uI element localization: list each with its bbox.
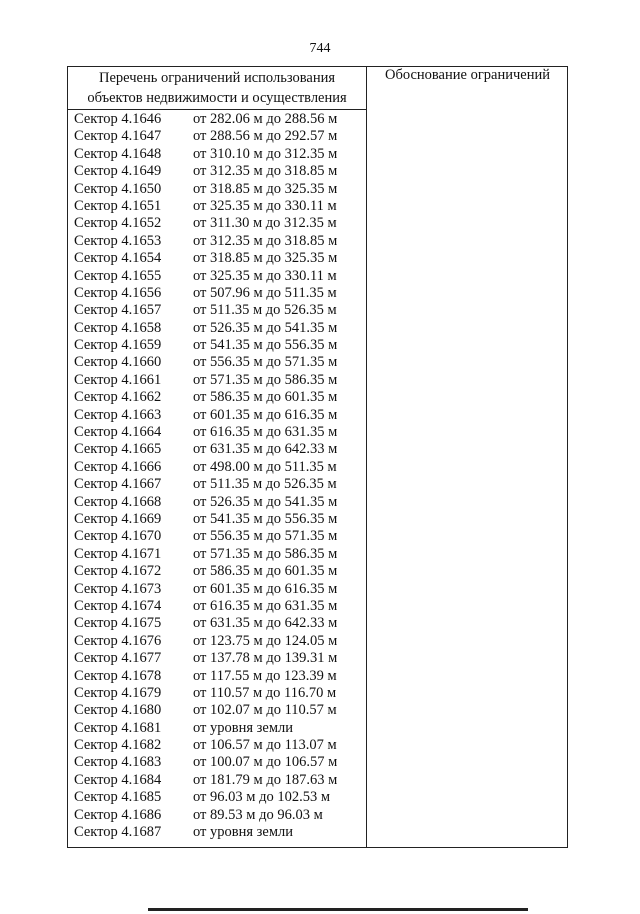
height-range: от 106.57 м до 113.07 м xyxy=(193,737,337,754)
header-separator xyxy=(67,109,367,110)
table-row xyxy=(0,772,640,789)
table-row xyxy=(0,320,640,337)
table-row xyxy=(0,250,640,267)
sector-name: Сектор 4.1673 xyxy=(74,580,162,597)
height-range: от 123.75 м до 124.05 м xyxy=(193,632,338,649)
table-row xyxy=(0,754,640,771)
height-range: от 310.10 м до 312.35 м xyxy=(193,145,338,162)
table-row xyxy=(0,598,640,615)
sector-name: Сектор 4.1658 xyxy=(74,319,162,336)
table-body xyxy=(0,111,640,841)
sector-name: Сектор 4.1677 xyxy=(74,650,162,667)
sector-name: Сектор 4.1660 xyxy=(74,354,162,371)
table-row xyxy=(0,668,640,685)
table-row xyxy=(0,789,640,806)
sector-name: Сектор 4.1671 xyxy=(74,545,162,562)
table-row xyxy=(0,563,640,580)
height-range: от 616.35 м до 631.35 м xyxy=(193,597,338,614)
height-range: от 288.56 м до 292.57 м xyxy=(193,128,338,145)
table-row xyxy=(0,389,640,406)
height-range: от 586.35 м до 601.35 м xyxy=(193,563,338,580)
header-restrictions-line-2: объектов недвижимости и осуществления xyxy=(87,90,347,106)
table-row xyxy=(0,215,640,232)
sector-name: Сектор 4.1669 xyxy=(74,510,162,527)
sector-name: Сектор 4.1656 xyxy=(74,284,162,301)
height-range: от 571.35 м до 586.35 м xyxy=(193,545,338,562)
height-range: от 282.06 м до 288.56 м xyxy=(193,111,338,127)
height-range: от 117.55 м до 123.39 м xyxy=(193,667,337,684)
height-range: от 507.96 м до 511.35 м xyxy=(193,284,337,301)
table-row xyxy=(0,581,640,598)
sector-name: Сектор 4.1650 xyxy=(74,180,162,197)
scan-edge-line xyxy=(148,908,528,911)
table-row xyxy=(0,511,640,528)
sector-name: Сектор 4.1648 xyxy=(74,145,162,162)
sector-name: Сектор 4.1685 xyxy=(74,789,162,806)
height-range: от 511.35 м до 526.35 м xyxy=(193,302,337,319)
table-row xyxy=(0,268,640,285)
header-restrictions-line-1: Перечень ограничений использования xyxy=(98,70,336,86)
table-row xyxy=(0,459,640,476)
page-number: 744 xyxy=(309,41,331,56)
table-row xyxy=(0,372,640,389)
table-row xyxy=(0,285,640,302)
height-range: от 601.35 м до 616.35 м xyxy=(193,580,338,597)
height-range: от 102.07 м до 110.57 м xyxy=(193,702,337,719)
table-row xyxy=(0,441,640,458)
sector-name: Сектор 4.1661 xyxy=(74,371,162,388)
height-range: от 571.35 м до 586.35 м xyxy=(193,371,338,388)
sector-name: Сектор 4.1668 xyxy=(74,493,162,510)
table-row xyxy=(0,233,640,250)
table-row xyxy=(0,424,640,441)
table-row xyxy=(0,546,640,563)
sector-name: Сектор 4.1674 xyxy=(74,597,162,614)
table-row xyxy=(0,407,640,424)
height-range: от 325.35 м до 330.11 м xyxy=(193,197,337,214)
sector-name: Сектор 4.1683 xyxy=(74,754,162,771)
sector-name: Сектор 4.1659 xyxy=(74,337,162,354)
height-range: от 312.35 м до 318.85 м xyxy=(193,163,338,180)
sector-name: Сектор 4.1672 xyxy=(74,563,162,580)
header-justification: Обоснование ограничений xyxy=(385,67,550,83)
table-row xyxy=(0,720,640,737)
sector-name: Сектор 4.1680 xyxy=(74,702,162,719)
header-restrictions xyxy=(67,68,367,108)
height-range: от 96.03 м до 102.53 м xyxy=(193,789,330,806)
table-row xyxy=(0,615,640,632)
height-range: от 110.57 м до 116.70 м xyxy=(193,684,337,701)
table-row xyxy=(0,163,640,180)
sector-name: Сектор 4.1657 xyxy=(74,302,162,319)
sector-name: Сектор 4.1675 xyxy=(74,615,162,632)
table-row xyxy=(0,807,640,824)
table-row xyxy=(0,354,640,371)
table-row xyxy=(0,476,640,493)
height-range: от 601.35 м до 616.35 м xyxy=(193,406,338,423)
height-range: от 511.35 м до 526.35 м xyxy=(193,476,337,493)
table-row xyxy=(0,111,640,128)
sector-name: Сектор 4.1667 xyxy=(74,476,162,493)
sector-name: Сектор 4.1663 xyxy=(74,406,162,423)
table-row xyxy=(0,685,640,702)
height-range: от 312.35 м до 318.85 м xyxy=(193,232,338,249)
sector-name: Сектор 4.1652 xyxy=(74,215,162,232)
height-range: от 181.79 м до 187.63 м xyxy=(193,771,338,788)
table-row xyxy=(0,528,640,545)
height-range: от 556.35 м до 571.35 м xyxy=(193,354,338,371)
sector-name: Сектор 4.1651 xyxy=(74,197,162,214)
height-range: от уровня земли xyxy=(193,719,294,736)
sector-name: Сектор 4.1654 xyxy=(74,250,162,267)
height-range: от 318.85 м до 325.35 м xyxy=(193,250,338,267)
height-range: от 318.85 м до 325.35 м xyxy=(193,180,338,197)
height-range: от 631.35 м до 642.33 м xyxy=(193,615,338,632)
sector-name: Сектор 4.1662 xyxy=(74,389,162,406)
height-range: от 541.35 м до 556.35 м xyxy=(193,337,338,354)
height-range: от 631.35 м до 642.33 м xyxy=(193,441,338,458)
sector-name: Сектор 4.1678 xyxy=(74,667,162,684)
sector-name: Сектор 4.1679 xyxy=(74,684,162,701)
table-row xyxy=(0,633,640,650)
sector-name: Сектор 4.1684 xyxy=(74,771,162,788)
sector-name: Сектор 4.1686 xyxy=(74,806,162,823)
height-range: от 526.35 м до 541.35 м xyxy=(193,319,338,336)
height-range: от 616.35 м до 631.35 м xyxy=(193,424,338,441)
table-row xyxy=(0,198,640,215)
height-range: от 541.35 м до 556.35 м xyxy=(193,510,338,527)
sector-name: Сектор 4.1664 xyxy=(74,424,162,441)
height-range: от 89.53 м до 96.03 м xyxy=(193,806,323,823)
table-row xyxy=(0,702,640,719)
sector-name: Сектор 4.1647 xyxy=(74,128,162,145)
height-range: от 526.35 м до 541.35 м xyxy=(193,493,338,510)
sector-name: Сектор 4.1655 xyxy=(74,267,162,284)
height-range: от 556.35 м до 571.35 м xyxy=(193,528,338,545)
table-row xyxy=(0,494,640,511)
height-range: от 586.35 м до 601.35 м xyxy=(193,389,338,406)
table-row xyxy=(0,146,640,163)
sector-name: Сектор 4.1670 xyxy=(74,528,162,545)
table-row xyxy=(0,737,640,754)
sector-name: Сектор 4.1653 xyxy=(74,232,162,249)
table-row xyxy=(0,302,640,319)
sector-name: Сектор 4.1682 xyxy=(74,737,162,754)
sector-name: Сектор 4.1681 xyxy=(74,719,162,736)
table-row xyxy=(0,824,640,841)
sector-name: Сектор 4.1676 xyxy=(74,632,162,649)
sector-name: Сектор 4.1687 xyxy=(74,824,162,841)
table-row xyxy=(0,650,640,667)
table-row xyxy=(0,337,640,354)
table-row xyxy=(0,181,640,198)
sector-name: Сектор 4.1665 xyxy=(74,441,162,458)
sector-name: Сектор 4.1666 xyxy=(74,458,162,475)
table-row xyxy=(0,128,640,145)
height-range: от 311.30 м до 312.35 м xyxy=(193,215,337,232)
height-range: от 100.07 м до 106.57 м xyxy=(193,754,338,771)
sector-name: Сектор 4.1646 xyxy=(74,111,162,127)
sector-name: Сектор 4.1649 xyxy=(74,163,162,180)
height-range: от 325.35 м до 330.11 м xyxy=(193,267,337,284)
height-range: от 137.78 м до 139.31 м xyxy=(193,650,338,667)
height-range: от 498.00 м до 511.35 м xyxy=(193,458,337,475)
height-range: от уровня земли xyxy=(193,824,294,841)
